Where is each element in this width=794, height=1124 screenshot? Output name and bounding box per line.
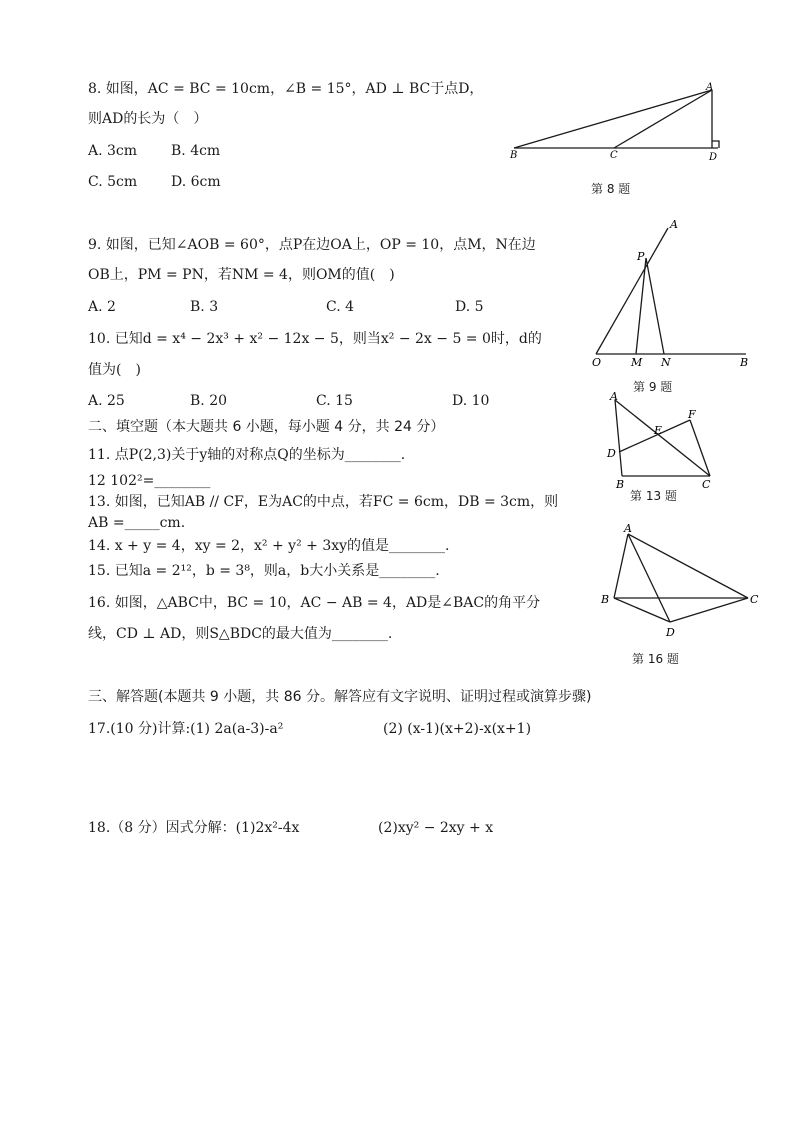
q18-part2: (2)xy² − 2xy + x bbox=[378, 820, 494, 836]
q16-caption: 第 16 题 bbox=[632, 652, 679, 666]
q13-label-d: D bbox=[607, 447, 616, 460]
q8-caption: 第 8 题 bbox=[591, 182, 631, 196]
q13-label-f: F bbox=[688, 408, 696, 421]
q9-option-d: D. 5 bbox=[455, 299, 484, 315]
q17-part2: (2) (x-1)(x+2)-x(x+1) bbox=[383, 721, 532, 737]
q13-label-e: E bbox=[654, 424, 663, 437]
q8-line1: 8. 如图，AC = BC = 10cm，∠B = 15°，AD ⊥ BC于点D， bbox=[88, 81, 484, 97]
q9-label-o: O bbox=[592, 356, 602, 369]
q13-line2: AB =_____cm. bbox=[88, 515, 186, 531]
q14-text: 14. x + y = 4，xy = 2，x² + y² + 3xy的值是________. bbox=[88, 538, 450, 554]
q8-option-c: C. 5cm bbox=[88, 174, 138, 190]
section-3-title: 三、解答题(本题共 9 小题，共 86 分。解答应有文字说明、证明过程或演算步骤) bbox=[88, 689, 592, 705]
q15-text: 15. 已知a = 2¹²，b = 3⁸，则a，b大小关系是________. bbox=[88, 563, 440, 579]
q16-figure bbox=[596, 522, 766, 647]
q16-label-b: B bbox=[601, 593, 610, 606]
q16-line1: 16. 如图，△ABC中，BC = 10，AC − AB = 4，AD是∠BAC的角平分 bbox=[88, 595, 541, 611]
q9-label-m: M bbox=[631, 356, 643, 369]
q8-option-d: D. 6cm bbox=[171, 174, 221, 190]
q13-figure bbox=[602, 390, 722, 490]
q16-label-a: A bbox=[624, 522, 632, 535]
q10-line1: 10. 已知d = x⁴ − 2x³ + x² − 12x − 5，则当x² − 2x − 5 = 0时，d的 bbox=[88, 331, 542, 347]
q10-option-d: D. 10 bbox=[452, 393, 490, 409]
q9-label-b: B bbox=[740, 356, 749, 369]
q8-option-b: B. 4cm bbox=[171, 143, 221, 159]
q10-line2: 值为( ) bbox=[88, 362, 141, 378]
q13-label-b: B bbox=[616, 478, 625, 490]
q10-option-a: A. 25 bbox=[88, 393, 125, 409]
q16-label-c: C bbox=[750, 593, 759, 606]
q8-label-b: B bbox=[510, 150, 518, 161]
q9-option-c: C. 4 bbox=[326, 299, 355, 315]
section-2-title: 二、填空题（本大题共 6 小题，每小题 4 分，共 24 分） bbox=[88, 419, 445, 435]
q8-label-c: C bbox=[610, 150, 618, 161]
q13-label-a: A bbox=[610, 390, 618, 403]
q9-option-a: A. 2 bbox=[88, 299, 116, 315]
q18-part1: 18.（8 分）因式分解：(1)2x²-4x bbox=[88, 820, 300, 836]
q10-option-b: B. 20 bbox=[190, 393, 228, 409]
q9-line1: 9. 如图，已知∠AOB = 60°，点P在边OA上，OP = 10，点M，N在边 bbox=[88, 237, 536, 253]
q9-option-b: B. 3 bbox=[190, 299, 219, 315]
q9-label-n: N bbox=[661, 356, 671, 369]
q8-option-a: A. 3cm bbox=[88, 143, 138, 159]
q16-line2: 线，CD ⊥ AD，则S△BDC的最大值为________. bbox=[88, 626, 393, 642]
q11-text: 11. 点P(2,3)关于y轴的对称点Q的坐标为________. bbox=[88, 447, 406, 463]
q13-caption: 第 13 题 bbox=[630, 489, 677, 503]
q13-label-c: C bbox=[702, 478, 711, 490]
q8-label-d: D bbox=[709, 152, 718, 163]
q8-figure bbox=[500, 80, 740, 170]
q9-caption: 第 9 题 bbox=[633, 380, 673, 394]
q13-line1: 13. 如图，已知AB // CF，E为AC的中点，若FC = 6cm，DB = 3cm，则 bbox=[88, 494, 559, 510]
q9-label-a: A bbox=[670, 218, 678, 231]
q9-label-p: P bbox=[637, 250, 645, 263]
q16-label-d: D bbox=[666, 626, 675, 639]
q17-part1: 17.(10 分)计算:(1) 2a(a-3)-a² bbox=[88, 721, 284, 737]
q9-figure bbox=[588, 214, 758, 374]
q9-line2: OB上，PM = PN，若NM = 4，则OM的值( ) bbox=[88, 267, 395, 283]
q8-line2: 则AD的长为（ ） bbox=[88, 111, 208, 127]
q10-option-c: C. 15 bbox=[316, 393, 353, 409]
q8-label-a: A bbox=[706, 82, 714, 93]
q12-text: 12 102²=________ bbox=[88, 473, 211, 489]
